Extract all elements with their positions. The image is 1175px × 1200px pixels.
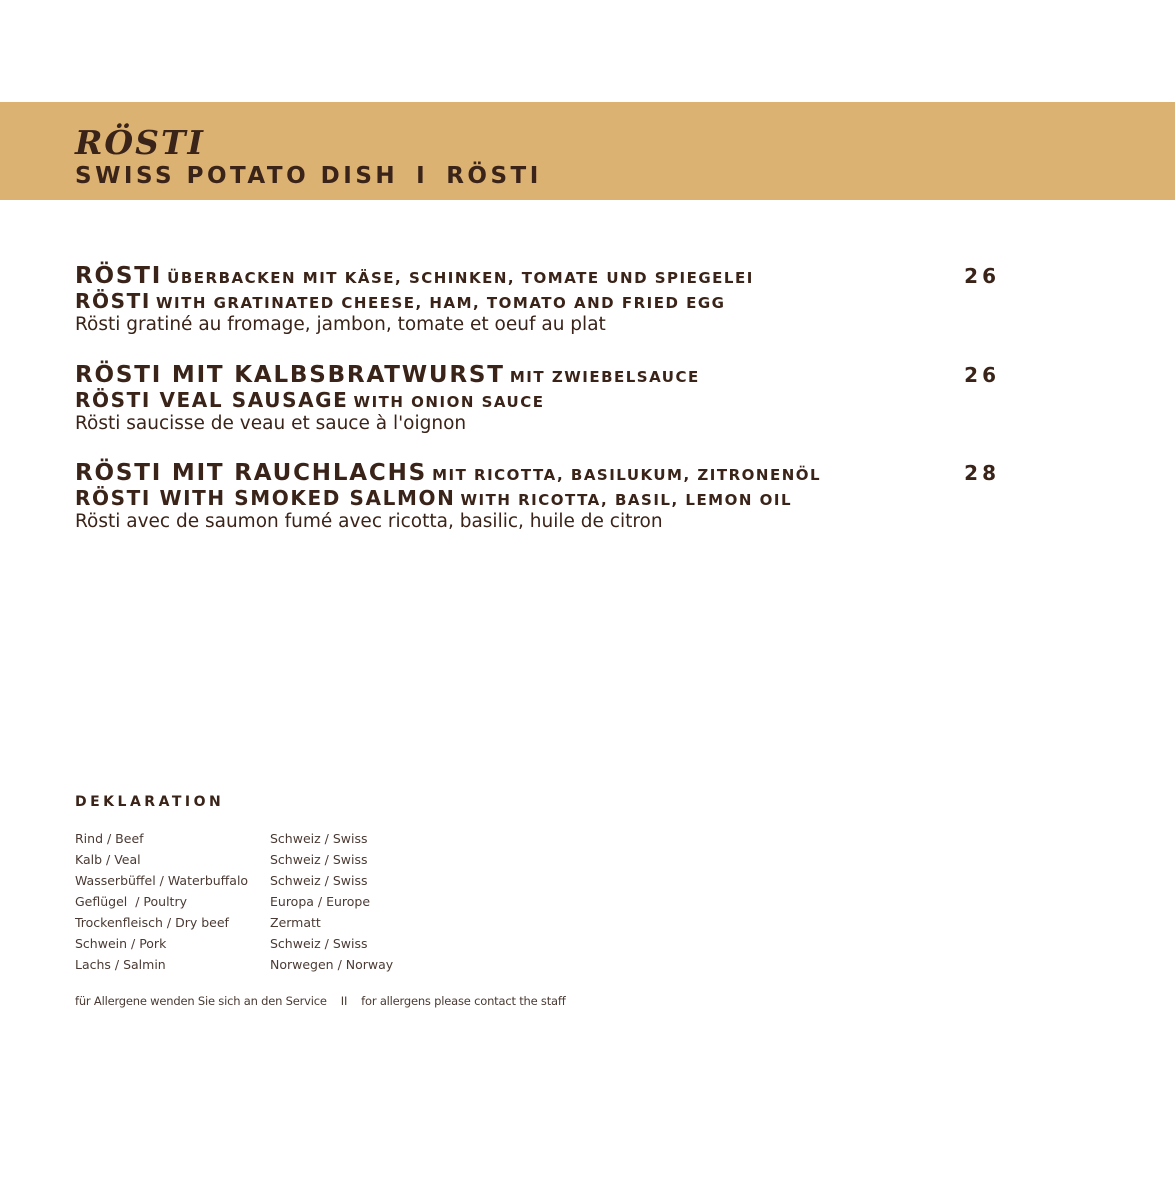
- menu-item-fr: Rösti avec de saumon fumé avec ricotta, basilic, huile de citron: [75, 511, 663, 532]
- allergen-note-en: for allergens please contact the staff: [361, 994, 566, 1008]
- menu-item-price: 26: [964, 363, 1000, 387]
- declaration-heading: DEKLARATION: [75, 794, 225, 810]
- allergen-note: [75, 992, 566, 1010]
- page-subtitle: [75, 163, 542, 190]
- allergen-note-de: für Allergene wenden Sie sich an den Service: [75, 994, 327, 1008]
- allergen-separator: II: [340, 994, 348, 1008]
- declaration-row: [75, 828, 575, 849]
- declaration-table: [75, 828, 575, 975]
- menu-item-de: [75, 460, 1005, 486]
- declaration-origin: Zermatt: [270, 915, 321, 930]
- declaration-origin: Schweiz / Swiss: [270, 852, 368, 867]
- menu-item-en-desc: WITH RICOTTA, BASIL, LEMON OIL: [460, 491, 793, 509]
- declaration-item: Wasserbüffel / Waterbuffalo: [75, 873, 249, 888]
- menu-item-en: [75, 388, 1005, 412]
- subtitle-left: SWISS POTATO DISH: [75, 163, 399, 189]
- menu-item-en: [75, 486, 1005, 510]
- declaration-row: [75, 891, 575, 912]
- declaration-item: Lachs / Salmin: [75, 957, 166, 972]
- menu-item-en-desc: WITH GRATINATED CHEESE, HAM, TOMATO AND FRIED EGG: [155, 294, 726, 312]
- menu-item-fr: Rösti saucisse de veau et sauce à l'oignon: [75, 413, 467, 434]
- menu-item-de-desc: ÜBERBACKEN MIT KÄSE, SCHINKEN, TOMATE UND SPIEGELEI: [167, 269, 754, 287]
- declaration-row: [75, 954, 575, 975]
- subtitle-separator: I: [416, 163, 429, 189]
- declaration-item: Kalb / Veal: [75, 852, 141, 867]
- declaration-item: Trockenfleisch / Dry beef: [75, 915, 229, 930]
- menu-item-en-name: RÖSTI: [75, 289, 151, 313]
- menu-item-fr: Rösti gratiné au fromage, jambon, tomate et oeuf au plat: [75, 314, 606, 335]
- page-title: RÖSTI: [75, 123, 205, 162]
- menu-item-en-desc: WITH ONION SAUCE: [353, 393, 545, 411]
- declaration-item: Rind / Beef: [75, 831, 144, 846]
- menu-item-price: 26: [964, 264, 1000, 288]
- declaration-row: [75, 912, 575, 933]
- declaration-origin: Schweiz / Swiss: [270, 873, 368, 888]
- menu-item: [75, 460, 1005, 534]
- menu-item-de-name: RÖSTI MIT RAUCHLACHS: [75, 460, 427, 486]
- declaration-origin: Schweiz / Swiss: [270, 936, 368, 951]
- menu-item: [75, 362, 1005, 436]
- declaration-row: [75, 870, 575, 891]
- menu-item-de-name: RÖSTI MIT KALBSBRATWURST: [75, 362, 505, 388]
- menu-item-en-name: RÖSTI VEAL SAUSAGE: [75, 388, 349, 412]
- menu-item-de-name: RÖSTI: [75, 263, 163, 289]
- menu-item: [75, 263, 1005, 337]
- menu-item-de: [75, 362, 1005, 388]
- menu-item-de-desc: MIT ZWIEBELSAUCE: [509, 368, 700, 386]
- subtitle-right: RÖSTI: [446, 163, 542, 189]
- declaration-item: Geflügel / Poultry: [75, 894, 187, 909]
- declaration-origin: Europa / Europe: [270, 894, 371, 909]
- declaration-origin: Schweiz / Swiss: [270, 831, 368, 846]
- menu-item-price: 28: [964, 461, 1000, 485]
- declaration-origin: Norwegen / Norway: [270, 957, 394, 972]
- declaration-item: Schwein / Pork: [75, 936, 167, 951]
- menu-item-en: [75, 289, 1005, 313]
- declaration-row: [75, 849, 575, 870]
- declaration-row: [75, 933, 575, 954]
- menu-item-de: [75, 263, 1005, 289]
- menu-item-de-desc: MIT RICOTTA, BASILUKUM, ZITRONENÖL: [432, 466, 822, 484]
- menu-item-en-name: RÖSTI WITH SMOKED SALMON: [75, 486, 456, 510]
